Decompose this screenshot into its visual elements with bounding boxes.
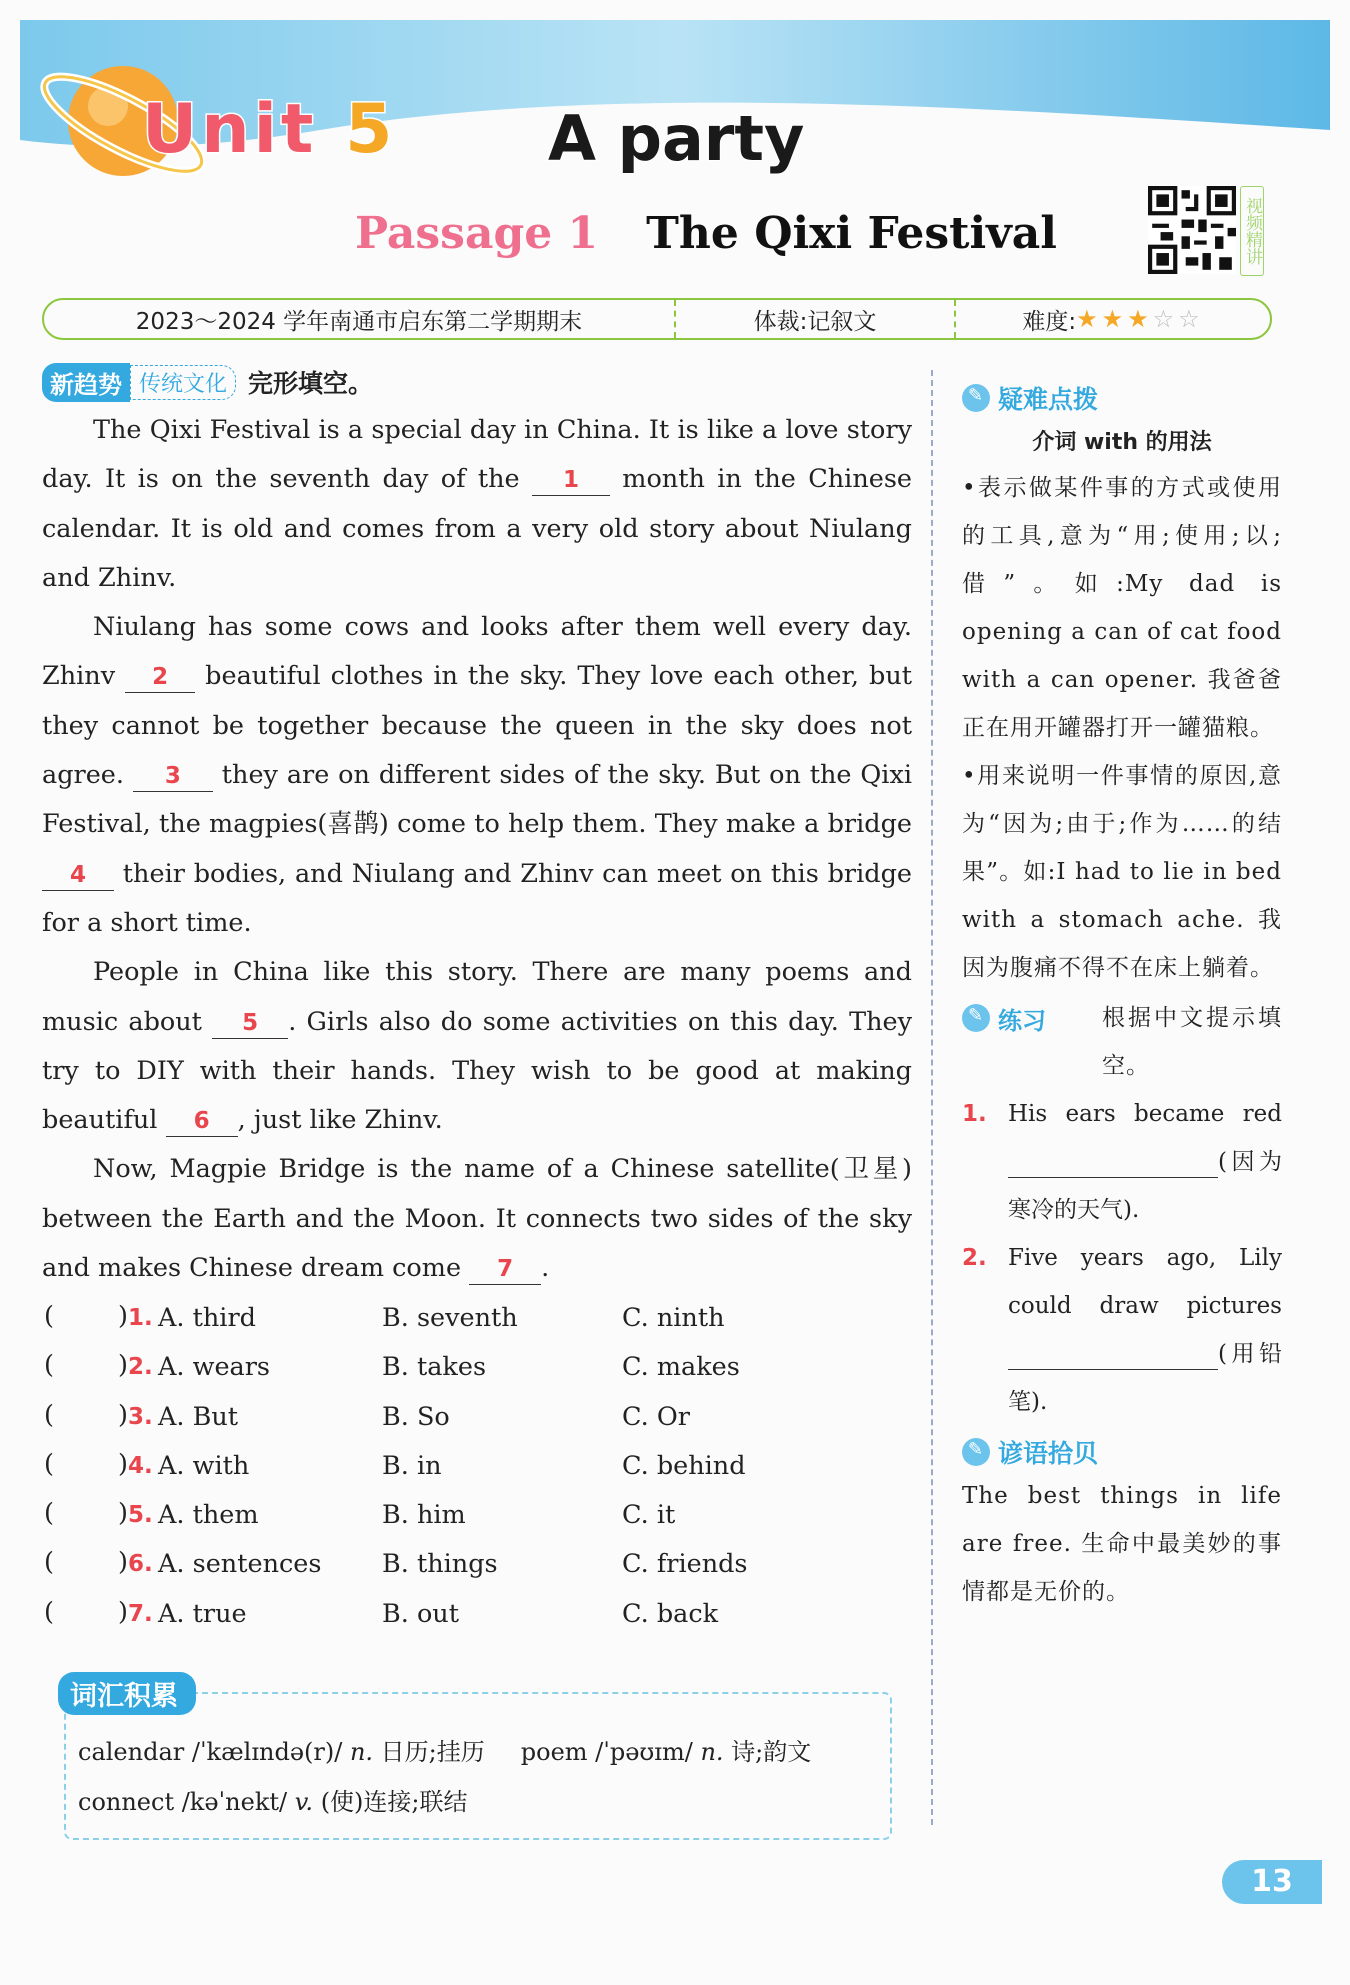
vocab-line: connect /kəˈnekt/ v. (使)连接;联结 — [78, 1788, 468, 1816]
option-a[interactable]: A. true — [158, 1598, 247, 1629]
exercise-item-2: 2. Five years ago, Lily could draw pictures (用铅笔). — [962, 1245, 1282, 1415]
new-trend-tag: 新趋势 — [42, 363, 130, 402]
blank-1[interactable]: 1 — [532, 465, 610, 496]
cloze-passage — [42, 406, 912, 1293]
column-divider — [931, 370, 933, 1825]
exercise-instruction: 根据中文提示填空。 — [1102, 1005, 1282, 1079]
paragraph: The Qixi Festival is a special day in China. It is like a love story day. It is on the seventh day of the 1 month in the Chinese calendar. It is old and comes from a very old story about Niulang and Zhinv. — [42, 415, 913, 593]
tip-header: ✎ 疑难点拨 — [962, 378, 1282, 418]
blank-4[interactable]: 4 — [42, 860, 114, 891]
blank-2[interactable]: 2 — [125, 662, 195, 693]
paragraph: Now, Magpie Bridge is the name of a Chinese satellite(卫星) between the Earth and the Moon. It connects two sides of the sky and makes Chinese dream come 7 . — [42, 1154, 912, 1284]
cloze-section — [42, 362, 912, 1638]
blank-5[interactable]: 5 — [212, 1008, 288, 1039]
option-b[interactable]: B. in — [382, 1450, 442, 1481]
exercise-header: ✎ 练习 — [962, 994, 1282, 1042]
pencil-icon — [962, 384, 990, 412]
option-c[interactable]: C. Or — [622, 1401, 690, 1432]
option-a[interactable]: A. But — [158, 1401, 239, 1432]
paragraph: People in China like this story. There are many poems and music about 5 . Girls also do some activities on this day. They try to DIY with their hands. They wish to be good at making beautiful 6 , just like Zhinv. — [42, 957, 912, 1136]
tip-point-1: •表示做某件事的方式或使用的工具,意为“用;使用;以;借”。如:My dad is opening a can of cat food with a can opener. 我爸爸正在用开罐器打开一罐猫粮。 — [962, 475, 1282, 741]
task-header — [42, 362, 912, 402]
option-row: ( ) 2. A. wears B. takes C. makes — [42, 1343, 912, 1392]
option-row: ( ) 4. A. with B. in C. behind — [42, 1441, 912, 1490]
option-c[interactable]: C. ninth — [622, 1302, 725, 1333]
tradition-tag: 传统文化 — [130, 365, 236, 400]
sidebar-notes — [962, 378, 1282, 1616]
proverb-text: The best things in life are free. 生命中最美妙的事情都是无价的。 — [962, 1483, 1282, 1605]
passage-title — [355, 208, 1057, 259]
option-a[interactable]: A. sentences — [158, 1549, 322, 1580]
question-number: 2. — [128, 1354, 153, 1381]
option-c[interactable]: C. back — [622, 1598, 719, 1629]
unit-title: Unit 5 — [142, 90, 397, 169]
genre-label: 体裁:记叙文 — [674, 300, 954, 338]
qr-code-icon[interactable] — [1148, 186, 1236, 274]
passage-name: The Qixi Festival — [646, 208, 1057, 259]
tip-subtitle: 介词 with 的用法 — [1032, 430, 1212, 455]
vocab-line: calendar /ˈkælɪndə(r)/ n. 日历;挂历 poem /ˈpəʊɪm/ n. 诗;韵文 — [78, 1738, 812, 1766]
difficulty-rating: 难度: ★★★☆☆ — [954, 300, 1270, 338]
option-b[interactable]: B. things — [382, 1549, 498, 1580]
question-number: 7. — [128, 1600, 153, 1627]
question-number: 3. — [128, 1403, 153, 1430]
option-a[interactable]: A. wears — [158, 1352, 271, 1383]
tip-point-2: •用来说明一件事情的原因,意为“因为;由于;作为……的结果”。如:I had to lie in bed with a stomach ache. 我因为腹痛不得不在床上躺着。 — [962, 763, 1282, 981]
exercise-item-1: 1. His ears became red (因为寒冷的天气). — [962, 1101, 1282, 1223]
unit-topic: A party — [548, 102, 805, 175]
pencil-icon — [962, 1004, 990, 1032]
proverb-header: ✎ 谚语拾贝 — [962, 1432, 1282, 1472]
option-row: ( ) 7. A. true B. out C. back — [42, 1589, 912, 1638]
page-number: 13 — [1222, 1860, 1322, 1904]
option-b[interactable]: B. out — [382, 1598, 459, 1629]
exam-source: 2023～2024 学年南通市启东第二学期期末 — [135, 308, 583, 335]
paragraph: Niulang has some cows and looks after them well every day. Zhinv 2 beautiful clothes in the sky. They love each other, but they cannot be together because the queen in the sky does not agree. 3 they are on different sides of the sky. But on the Qixi Festival, the magpies(喜鹊) come to help them. They make a bridge 4 their bodies, and Niulang and Zhinv can meet on this bridge for a short time. — [42, 612, 912, 938]
option-row: ( ) 5. A. them B. him C. it — [42, 1491, 912, 1540]
option-c[interactable]: C. it — [622, 1500, 676, 1531]
question-number: 5. — [128, 1502, 153, 1529]
answer-line[interactable] — [1008, 1148, 1218, 1178]
passage-label: Passage 1 — [355, 208, 599, 259]
info-bar — [42, 298, 1272, 340]
option-a[interactable]: A. third — [158, 1302, 256, 1333]
option-b[interactable]: B. him — [382, 1500, 466, 1531]
option-c[interactable]: C. behind — [622, 1450, 746, 1481]
question-number: 1. — [128, 1304, 153, 1331]
question-number: 6. — [128, 1551, 153, 1578]
option-row: ( ) 3. A. But B. So C. Or — [42, 1392, 912, 1441]
option-row: ( ) 6. A. sentences B. things C. friends — [42, 1540, 912, 1589]
task-title: 完形填空。 — [248, 369, 374, 398]
page-header — [20, 20, 1330, 180]
vocab-box — [64, 1681, 892, 1840]
option-b[interactable]: B. seventh — [382, 1302, 518, 1333]
question-number: 4. — [128, 1452, 153, 1479]
option-a[interactable]: A. them — [158, 1500, 259, 1531]
option-c[interactable]: C. friends — [622, 1549, 748, 1580]
option-a[interactable]: A. with — [158, 1450, 250, 1481]
answer-line[interactable] — [1008, 1340, 1218, 1370]
pencil-icon — [962, 1438, 990, 1466]
option-b[interactable]: B. So — [382, 1401, 450, 1432]
options-list — [42, 1293, 912, 1638]
blank-7[interactable]: 7 — [469, 1254, 541, 1285]
option-b[interactable]: B. takes — [382, 1352, 487, 1383]
star-icon: ★★★☆☆ — [1076, 305, 1204, 333]
blank-3[interactable]: 3 — [133, 761, 213, 792]
vocab-tag: 词汇积累 — [58, 1672, 196, 1715]
option-row: ( ) 1. A. third B. seventh C. ninth — [42, 1293, 912, 1342]
qr-label: 视频精讲 — [1240, 186, 1264, 276]
blank-6[interactable]: 6 — [166, 1106, 238, 1137]
option-c[interactable]: C. makes — [622, 1352, 740, 1383]
